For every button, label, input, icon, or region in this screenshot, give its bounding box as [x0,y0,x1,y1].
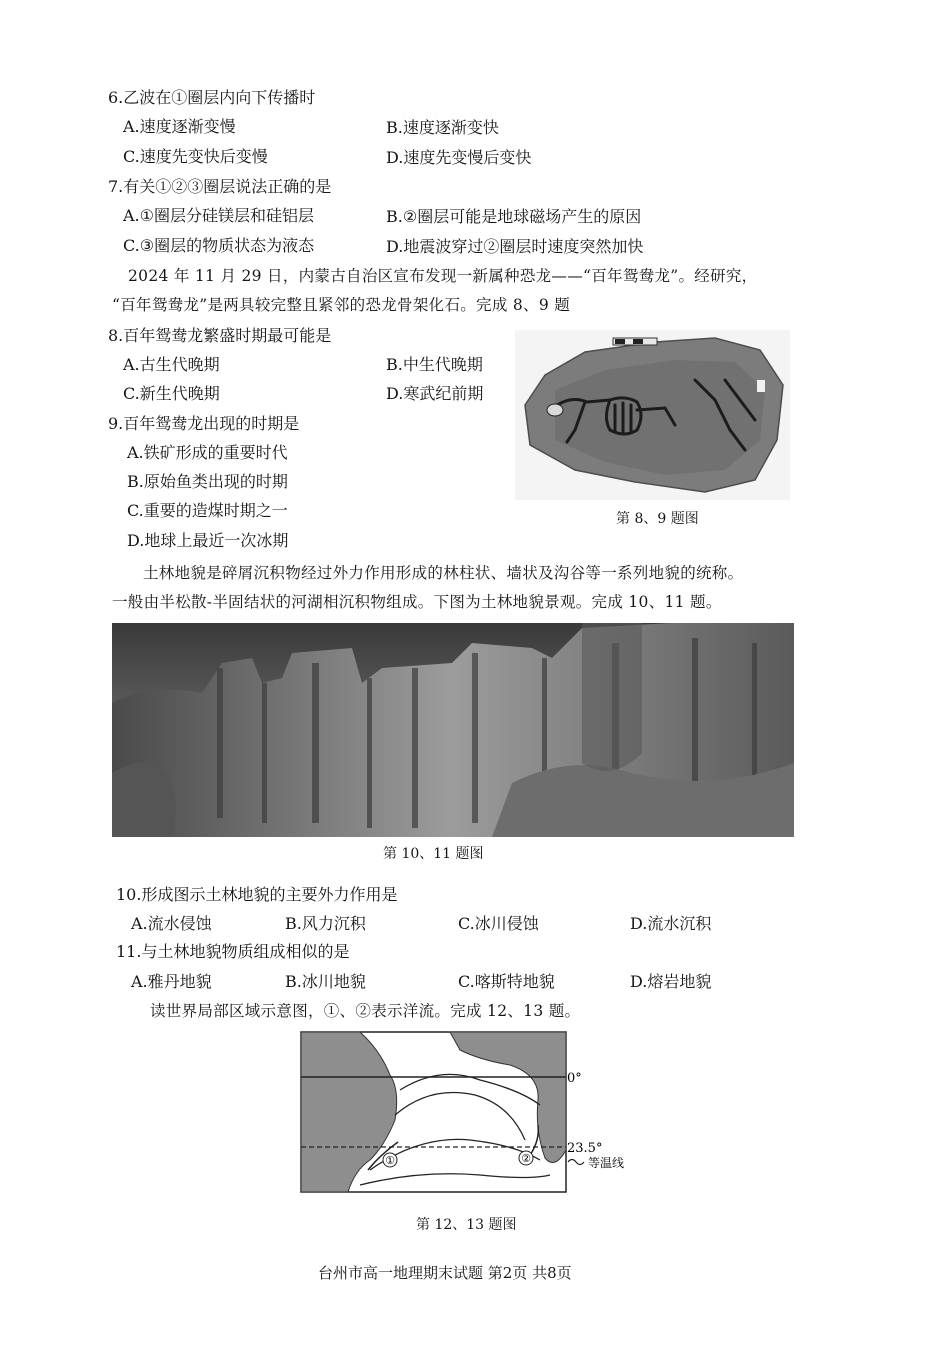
q7-stem: 7.有关①②③圈层说法正确的是 [108,177,332,196]
dinosaur-fossil-image [515,330,790,500]
q6-option-d: D.速度先变慢后变快 [386,148,532,167]
passage-tulin-line2: 一般由半松散-半固结状的河湖相沉积物组成。下图为土林地貌景观。完成 10、11 题。 [112,593,722,611]
q6-option-b: B.速度逐渐变快 [386,118,499,137]
passage-dinosaur-line1: 2024 年 11 月 29 日，内蒙古自治区宣布发现一新属种恐龙——“百年鸳鸯龙”。经研究， [128,267,758,285]
q6-option-a: A.速度逐渐变慢 [123,117,236,136]
q8-option-a: A.古生代晚期 [123,355,220,374]
q6-stem: 6.乙波在①圈层内向下传播时 [108,88,316,107]
q10-option-a: A.流水侵蚀 [131,914,212,933]
q11-option-a: A.雅丹地貌 [131,972,212,991]
q7-option-c: C.③圈层的物质状态为液态 [123,236,315,255]
passage-dinosaur-line2: “百年鸳鸯龙”是两具较完整且紧邻的恐龙骨架化石。完成 8、9 题 [112,296,571,314]
q9-option-d: D.地球上最近一次冰期 [127,531,289,550]
fig1213-caption: 第 12、13 题图 [416,1217,517,1233]
fig89-caption: 第 8、9 题图 [616,511,699,527]
passage-tulin-line1: 土林地貌是碎屑沉积物经过外力作用形成的林柱状、墙状及沟谷等一系列地貌的统称。 [143,564,744,582]
q8-option-d: D.寒武纪前期 [386,384,484,403]
q10-stem: 10.形成图示土林地貌的主要外力作用是 [116,885,398,904]
q10-option-b: B.风力沉积 [285,914,366,933]
q9-stem: 9.百年鸳鸯龙出现的时期是 [108,414,300,433]
passage-currents: 读世界局部区域示意图，①、②表示洋流。完成 12、13 题。 [150,1002,581,1020]
q10-option-c: C.冰川侵蚀 [458,914,539,933]
q11-option-b: B.冰川地貌 [285,972,366,991]
q8-stem: 8.百年鸳鸯龙繁盛时期最可能是 [108,326,332,345]
q10-option-d: D.流水沉积 [630,914,712,933]
ocean-current-map [300,1030,640,1195]
q8-option-c: C.新生代晚期 [123,384,220,403]
q11-option-c: C.喀斯特地貌 [458,972,555,991]
tropic-label: 23.5° [567,1141,603,1156]
q8-option-b: B.中生代晚期 [386,355,483,374]
page-footer: 台州市高一地理期末试题 第2页 共8页 [318,1264,572,1282]
q11-stem: 11.与土林地貌物质组成相似的是 [116,942,350,961]
equator-label: 0° [567,1071,582,1086]
q7-option-b: B.②圈层可能是地球磁场产生的原因 [386,207,642,226]
q11-option-d: D.熔岩地貌 [630,972,712,991]
q9-option-a: A.铁矿形成的重要时代 [127,443,288,462]
fig1011-caption: 第 10、11 题图 [383,846,484,862]
isotherm-legend-label: 等温线 [588,1156,625,1170]
q9-option-c: C.重要的造煤时期之一 [127,501,288,520]
isotherm-legend-icon [568,1160,584,1165]
q7-option-d: D.地震波穿过②圈层时速度突然加快 [386,237,644,256]
tulin-landscape-image [112,623,794,837]
current-2-label: ② [521,1152,531,1165]
q9-option-b: B.原始鱼类出现的时期 [127,472,288,491]
q7-option-a: A.①圈层分硅镁层和硅铝层 [123,206,314,225]
q6-option-c: C.速度先变快后变慢 [123,147,268,166]
current-1-label: ① [385,1154,395,1167]
